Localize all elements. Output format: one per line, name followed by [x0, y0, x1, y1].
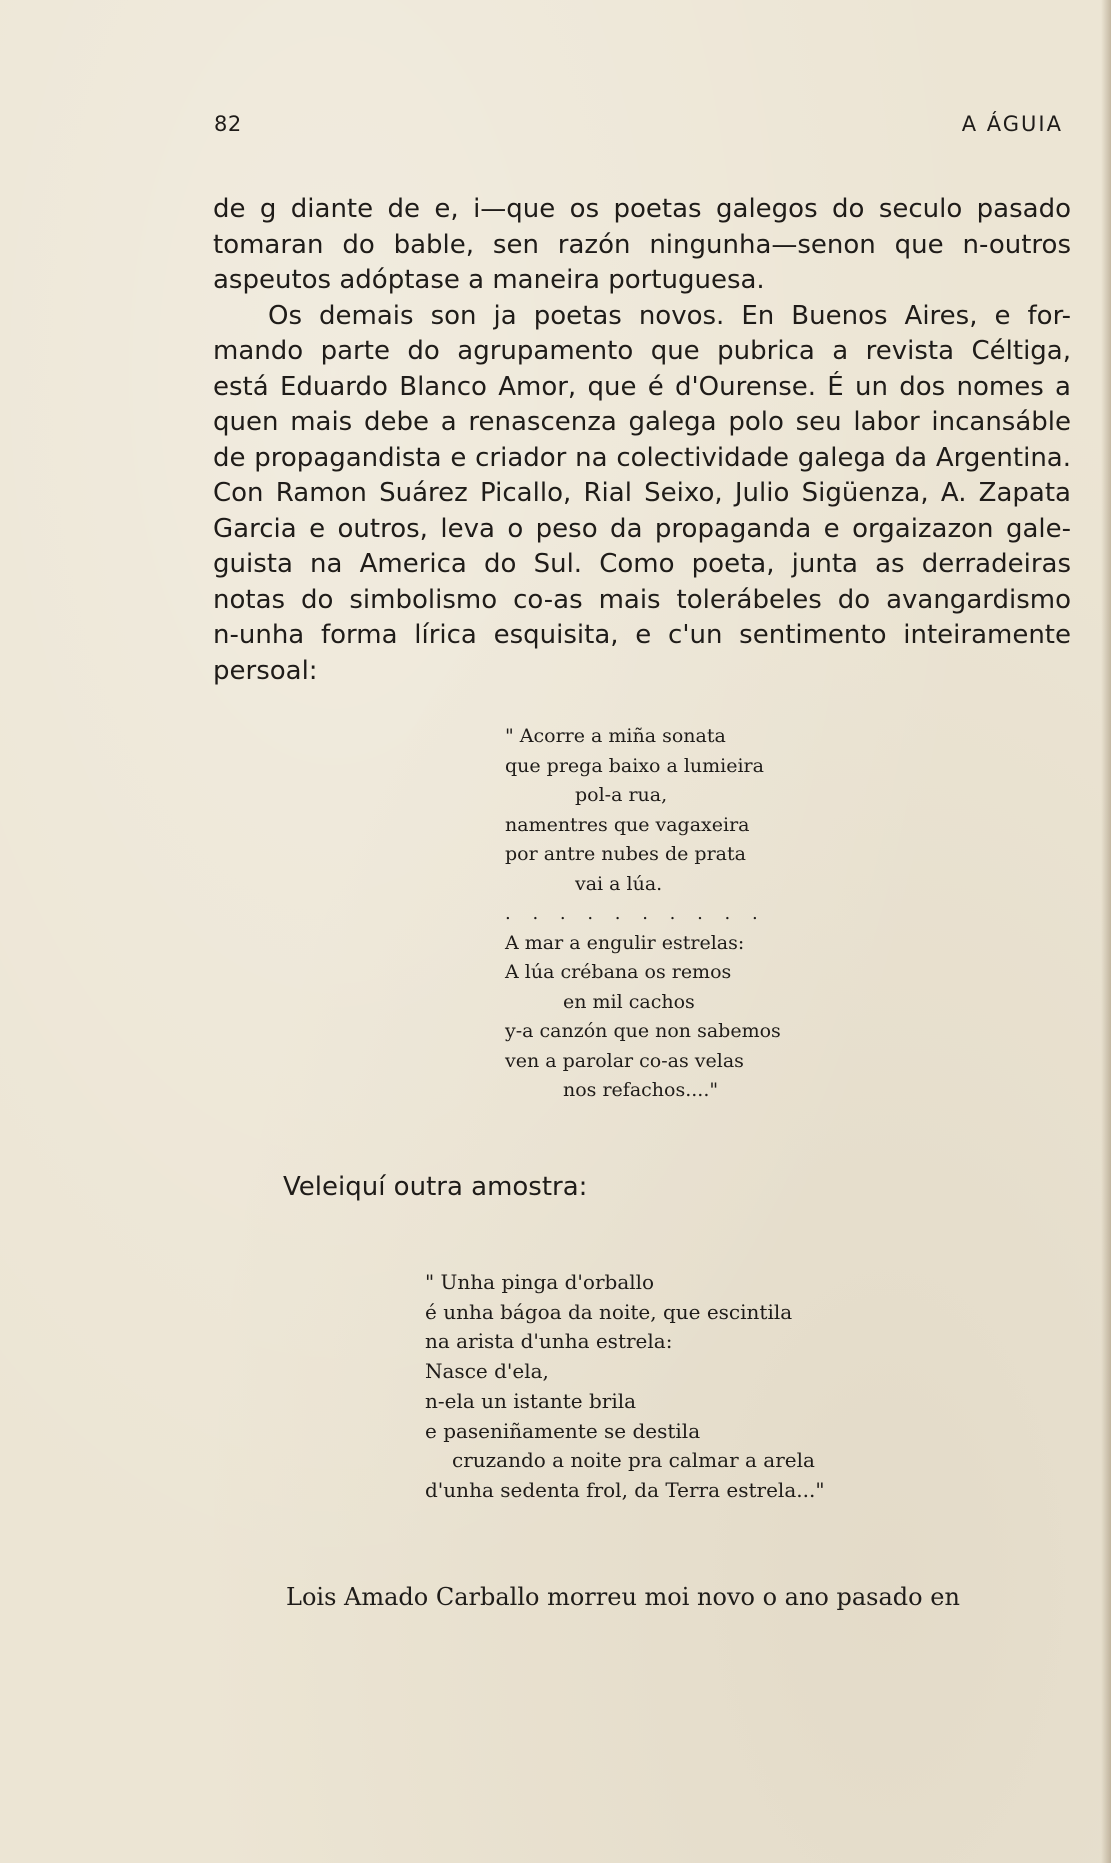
page-edge-shadow — [1101, 0, 1111, 1863]
transition-sentence: Veleiquí outra amostra: — [283, 1172, 588, 1202]
text-line: está Eduardo Blanco Amor, que é d'Ourense. É un dos nomes a — [213, 371, 1071, 402]
text-line: Con Ramon Suárez Picallo, Rial Seixo, Julio Sigüenza, A. Zapata — [213, 478, 1071, 508]
poem-line: cruzando a noite pra calmar a arela — [452, 1448, 815, 1473]
text-line: quen mais debe a renascenza galega polo seu labor incansáble — [213, 407, 1071, 437]
poem-quote-second — [425, 1268, 825, 1506]
poem-line: d'unha sedenta frol, da Terra estrela..." — [425, 1477, 825, 1502]
poem-line: n-ela un istante brila — [425, 1388, 637, 1413]
text-line: tomaran do bable, sen razón ningunha—senon que n-outros — [213, 229, 1071, 260]
text-line: guista na America do Sul. Como poeta, junta as derradeiras — [213, 549, 1071, 579]
text-line: de g diante de e, i—que os poetas galegos do seculo pasado — [213, 194, 1071, 224]
poem-line: por antre nubes de prata — [505, 843, 746, 865]
poem-line: nos refachos...." — [563, 1079, 719, 1101]
poem-line: en mil cachos — [563, 990, 695, 1013]
text-line: n-unha forma lírica esquisita, e c'un sentimento inteiramente — [213, 620, 1071, 650]
poem-line: " Unha pinga d'orballo — [425, 1270, 655, 1294]
text-line: Garcia e outros, leva o peso da propaganda e orgaizazon gale- — [213, 513, 1071, 544]
poem-separator: . . . . . . . . . . — [505, 903, 766, 924]
poem-line: A mar a engulir estrelas: — [505, 931, 745, 954]
poem-line: " Acorre a miña sonata — [505, 725, 726, 747]
poem-line: é unha bágoa da noite, que escintila — [425, 1299, 793, 1324]
text-line: mando parte do agrupamento que pubrica a revista Céltiga, — [213, 336, 1071, 366]
poem-line: na arista d'unha estrela: — [425, 1329, 673, 1354]
poem-line: y-a canzón que non sabemos — [505, 1020, 781, 1042]
page-number: 82 — [214, 112, 242, 136]
poem-line: ven a parolar co-as velas — [505, 1049, 744, 1072]
body-paragraph — [213, 192, 1071, 689]
poem-line: que prega baixo a lumieira — [505, 754, 764, 777]
closing-sentence: Lois Amado Carballo morreu moi novo o ano pasado en — [286, 1583, 960, 1611]
poem-line: vai a lúa. — [575, 872, 663, 895]
poem-line: Nasce d'ela, — [425, 1359, 549, 1384]
poem-line: A lúa crébana os remos — [505, 961, 732, 983]
running-header-title: A ÁGUIA — [961, 112, 1063, 136]
text-line: aspeutos adóptase a maneira portuguesa. — [213, 265, 765, 295]
text-line: de propagandista e criador na colectividade galega da Argentina. — [213, 442, 1071, 473]
text-line: Os demais son ja poetas novos. En Buenos Aires, e for- — [268, 300, 1071, 331]
poem-quote-first — [505, 722, 781, 1106]
text-line: persoal: — [213, 655, 318, 686]
text-line: notas do simbolismo co-as mais tolerábeles do avangardismo — [213, 584, 1071, 615]
poem-line: e paseniñamente se destila — [425, 1418, 701, 1443]
poem-line: pol-a rua, — [575, 784, 668, 806]
poem-line: namentres que vagaxeira — [505, 813, 750, 836]
